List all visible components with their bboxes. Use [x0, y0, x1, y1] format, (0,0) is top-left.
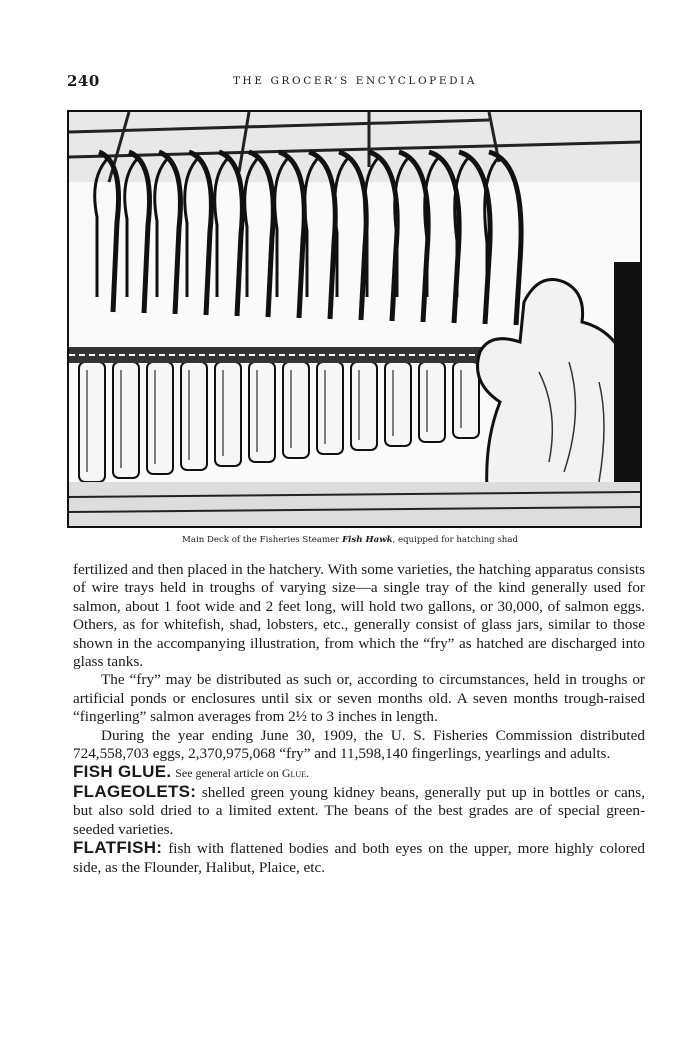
paragraph-fry: The “fry” may be distributed as such or, according to circumstances, held in troughs or artificial ponds or enclosures until six or seven months old. A seven months trough-raised “fingerling” salmon averages from 2½ to 3 inches in length.: [73, 671, 645, 726]
page-number: 240: [67, 72, 100, 90]
entry-flatfish-heading: FLATFISH:: [73, 838, 163, 858]
entry-flageolets-text: shelled green young kidney beans, generally put up in bottles or cans, but also sold dried to a limited extent. The beans of the best grades are of special green-seeded varieties.: [73, 783, 645, 838]
entry-fish-glue-text: See general article on: [175, 766, 282, 781]
entry-fish-glue-reference: Glue.: [281, 766, 310, 781]
entry-flatfish-text: fish with flattened bodies and both eyes on the upper, more highly colored side, as the Flounder, Halibut, Plaice, etc.: [73, 840, 645, 876]
entry-flatfish: [73, 839, 645, 877]
caption-vessel-name: Fish Hawk: [342, 535, 393, 545]
paragraph-distribution: During the year ending June 30, 1909, the U. S. Fisheries Commission distributed 724,558,703 eggs, 2,370,975,068 “fry” and 11,598,140 fingerlings, yearlings and adults.: [73, 726, 645, 763]
caption-text-before: Main Deck of the Fisheries Steamer: [182, 535, 343, 545]
entry-flageolets-heading: FLAGEOLETS:: [73, 781, 197, 801]
entry-fish-glue-heading: FISH GLUE.: [73, 762, 172, 782]
article-body: [73, 561, 645, 877]
hatchery-photograph: [67, 110, 642, 528]
entry-flageolets: [73, 783, 645, 839]
figure-caption: [0, 535, 700, 545]
running-title: THE GROCER’S ENCYCLOPEDIA: [232, 75, 478, 87]
paragraph-hatching: fertilized and then placed in the hatchery. With some varieties, the hatching apparatus consists of wire trays held in troughs of varying size—a single tray of the kind generally used for salmon, about 1 foot wide and 2 feet long, will hold two gallons, or 30,000, of salmon eggs. Others, as for whitefish, shad, lobsters, etc., generally consist of glass jars, similar to those shown in the accompanying illustration, from which the “fry” as hatched are discharged into glass tanks.: [73, 561, 645, 671]
entry-fish-glue: [73, 763, 645, 782]
hatchery-photo-illustration: [69, 112, 640, 526]
caption-text-after: , equipped for hatching shad: [392, 535, 518, 545]
